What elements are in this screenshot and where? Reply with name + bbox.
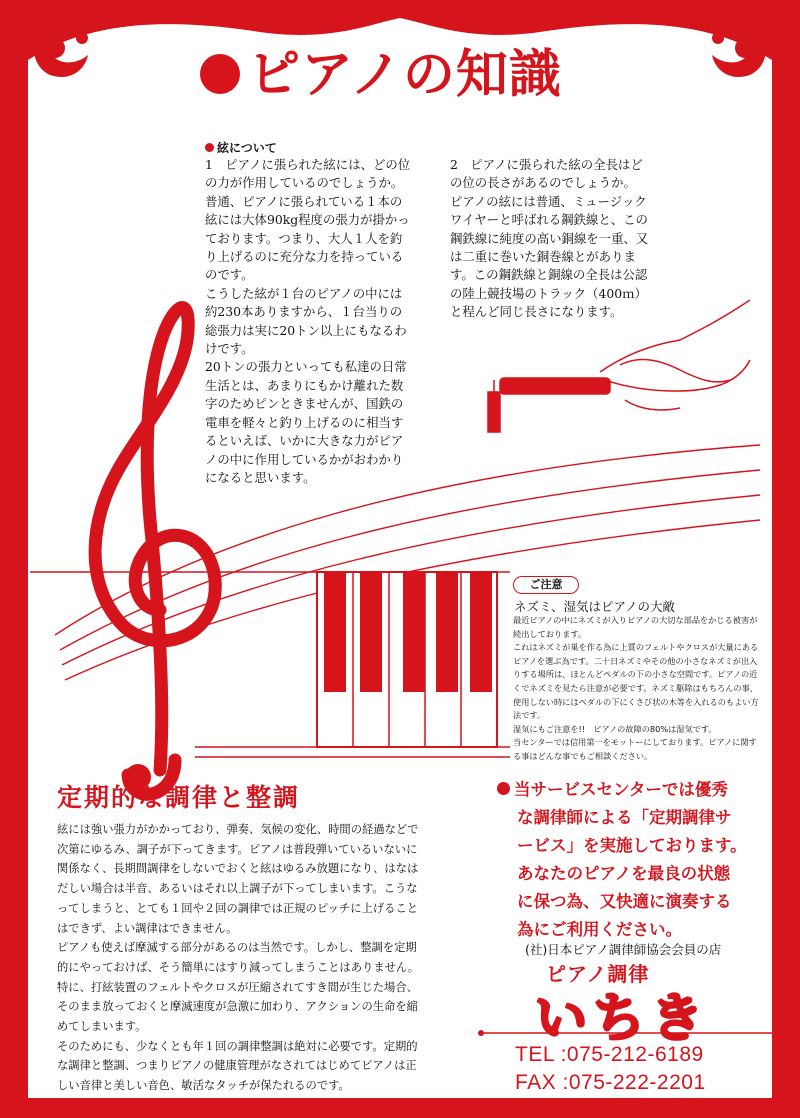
shop-subtitle: ピアノ調律 bbox=[546, 962, 650, 986]
caution-paragraph: 最近ピアノの中にネズミが入りピアノの大切な部品をかじる被害が続出しております。 bbox=[513, 615, 758, 639]
promo-line: な調律師による「定期調律サ bbox=[517, 808, 732, 827]
promo-line: 為にご利用ください。 bbox=[517, 920, 682, 939]
strings-heading-text: 絃について bbox=[217, 141, 277, 155]
service-promo bbox=[497, 776, 777, 944]
strings-column-1 bbox=[205, 156, 413, 487]
association-text: (社)日本ピアノ調律師協会会員の店 bbox=[525, 942, 722, 957]
paragraph: 20トンの張力といっても私達の日常生活とは、あまりにもかけ離れた数字のためピンときませんが、国鉄の電車を軽々と釣り上げるのに相当するといえば、いかに大きな力がピアノの中に作用しているかがおわかりになると思います。 bbox=[205, 359, 407, 485]
paragraph: 1 ピアノに張られた絃には、どの位の力が作用しているのでしょうか。 bbox=[205, 157, 411, 191]
bullet-icon bbox=[205, 143, 214, 152]
page-title bbox=[200, 40, 620, 110]
strings-heading bbox=[205, 139, 277, 156]
paragraph: 普通、ピアノに張られている１本の絃には大体90kg程度の張力が掛かっております。つまり、大人１人を釣り上げるのに充分な力を持っているのです。 bbox=[205, 193, 410, 283]
paragraph: ピアノの絃には普通、ミュージックワイヤーと呼ばれる鋼鉄線と、この鋼鉄線に純度の高い銅線を一重、又は二重に巻いた銅巻線とがあります。この鋼鉄線と銅線の全長は公認の陸上競技場のトラック（400ｍ）と程んど同じ長さになります。 bbox=[450, 193, 649, 320]
piano-keys-graphic bbox=[317, 572, 497, 747]
fax-number: FAX :075-222-2201 bbox=[515, 1071, 706, 1094]
shop-name-logo: いちき bbox=[535, 989, 710, 1049]
promo-bullet-icon bbox=[497, 782, 510, 795]
strings-column-2 bbox=[450, 156, 650, 322]
paragraph: 絃には強い張力がかかっており、弾奏、気候の変化、時間の経過などで次第にゆるみ、調子が下ってきます。ピアノは普段弾いているいないに関係なく、長期間調律をしないでおくと絃はゆるみ放題になり、はなはだしい場合は半音、あるいはそれ以上調子が下ってしまいます。こうなってしまうと、とても１回や２回の調律では正規のピッチに上げることはできず、よい調律はできません。 bbox=[57, 823, 419, 935]
tuning-section-title: 定期的な調律と整調 bbox=[57, 783, 301, 812]
caution-paragraph: これはネズミが巣を作る為に上質のフェルトやクロスが大量にあるピアノを選ぶ為です。二十日ネズミやその他の小さなネズミが出入りする場所は、ほとんどペダルの下の小さな空間です。ピアノの近くでネズミを見たら注意が必要です。ネズミ駆除はもちろんの事、使用しない時にはペダルの下にくさび状の木等を入れるのもよい方法です。 bbox=[513, 642, 759, 721]
promo-line: あなたのピアノを最良の状態 bbox=[517, 864, 731, 883]
promo-line: に保つ為、又快適に演奏する bbox=[517, 892, 732, 911]
paragraph: そのためにも、少なくとも年１回の調律整調は絶対に必要です。定期的な調律と整調、つまりピアノの健康管理がなされてはじめてピアノは正しい音律と美しい音色、敏活なタッチが保たれるのです。 bbox=[57, 1039, 418, 1093]
promo-line: ービス」を実施しております。 bbox=[517, 836, 747, 855]
promo-line: 当サービスセンターでは優秀 bbox=[514, 780, 728, 799]
paragraph: ピアノも使えば摩滅する部分があるのは当然です。しかし、整調を定期的にやっておけば、そう簡単にはすり減ってしまうことはありません。特に、打絃装置のフェルトやクロスが圧縮されてすき間が生じた場合、そのまま放っておくと摩滅速度が急激に加わり、アクションの生命を縮めてしまいます。 bbox=[57, 941, 420, 1034]
caution-body bbox=[513, 614, 763, 764]
tuning-section-body bbox=[57, 820, 427, 1096]
caution-paragraph: 湿気にもご注意を!! ピアノの故障の80%は湿気です。 bbox=[513, 723, 717, 734]
paragraph: 2 ピアノに張られた絃の全長はどの位の長さがあるのでしょうか。 bbox=[450, 157, 643, 191]
caution-title: ネズミ、湿気はピアノの大敵 bbox=[514, 599, 676, 614]
title-bullet-icon bbox=[200, 54, 240, 94]
treble-clef-graphic bbox=[95, 308, 215, 795]
title-text: ピアノの知識 bbox=[248, 45, 562, 105]
caution-tag: ご注意 bbox=[513, 576, 579, 594]
paragraph: こうした絃が１台のピアノの中には約230本ありますから、１台当りの総張力は実に20トン以上にもなるわけです。 bbox=[205, 285, 407, 357]
contact-divider bbox=[478, 1030, 778, 1036]
tel-number[interactable]: TEL :075-212-6189 bbox=[515, 1043, 704, 1066]
caution-paragraph: 当センターでは信用第一をモットーにしております。ピアノに関する事はどんな事でもご相談ください。 bbox=[513, 737, 757, 761]
